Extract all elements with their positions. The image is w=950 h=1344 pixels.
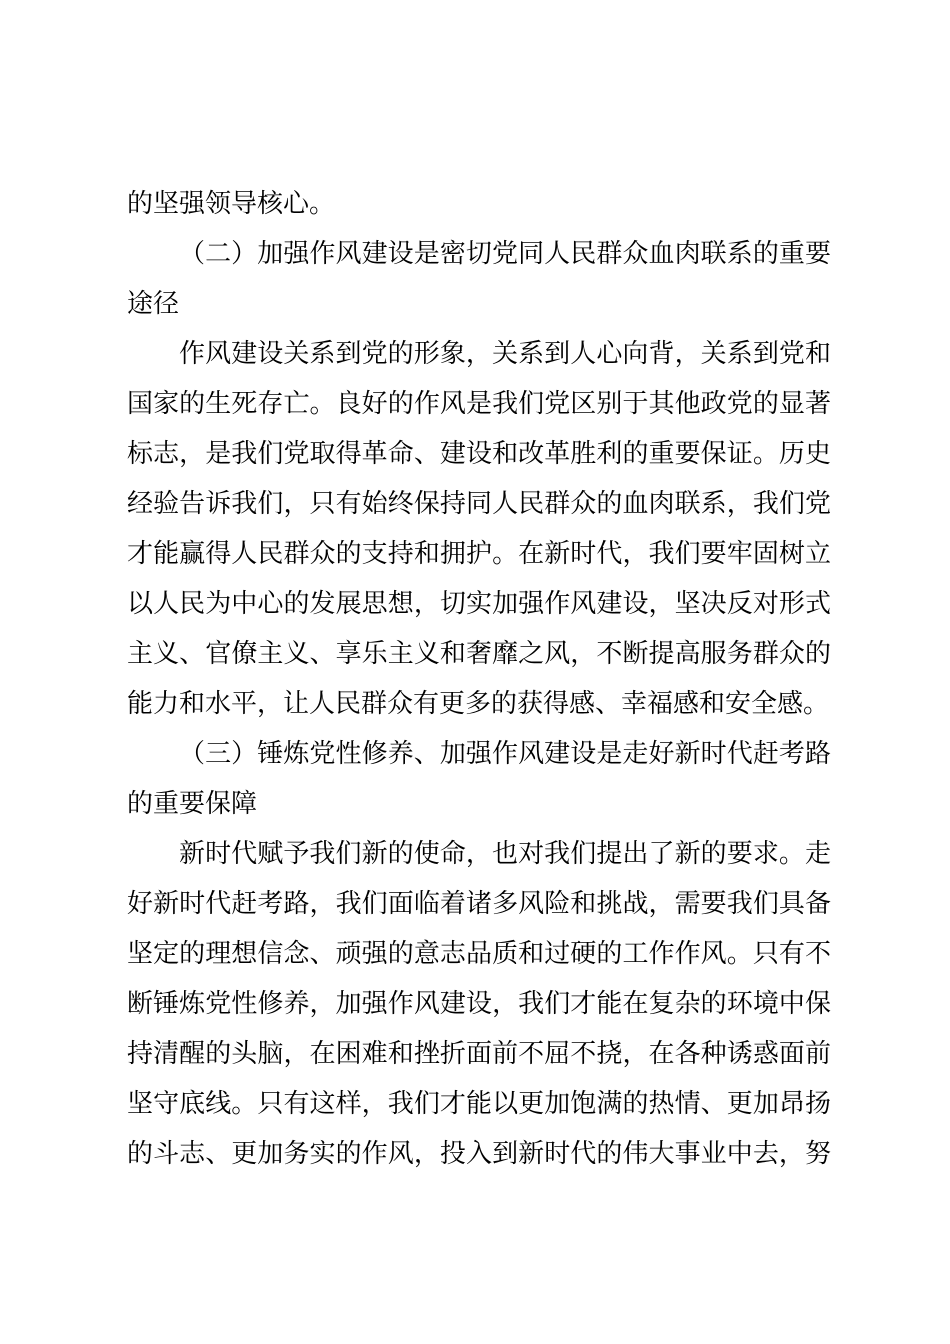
paragraph-line: 断锤炼党性修养，加强作风建设，我们才能在复杂的环境中保 xyxy=(127,989,831,1019)
paragraph-line: 经验告诉我们，只有始终保持同人民群众的血肉联系，我们党 xyxy=(127,489,831,519)
paragraph-line: 坚定的理想信念、顽强的意志品质和过硬的工作作风。只有不 xyxy=(127,939,831,969)
paragraph-line: 新时代赋予我们新的使命，也对我们提出了新的要求。走 xyxy=(179,839,831,869)
paragraph-line: 好新时代赶考路，我们面临着诸多风险和挑战，需要我们具备 xyxy=(127,889,831,919)
section-heading-2-cont: 途径 xyxy=(127,289,180,319)
paragraph-line: 主义、官僚主义、享乐主义和奢靡之风，不断提高服务群众的 xyxy=(127,639,831,669)
paragraph-line: 持清醒的头脑，在困难和挫折面前不屈不挠，在各种诱惑面前 xyxy=(127,1039,831,1069)
section-heading-2: （二）加强作风建设是密切党同人民群众血肉联系的重要 xyxy=(179,239,831,269)
paragraph-line: 以人民为中心的发展思想，切实加强作风建设，坚决反对形式 xyxy=(127,589,831,619)
section-heading-3: （三）锤炼党性修养、加强作风建设是走好新时代赶考路 xyxy=(179,739,831,769)
paragraph-line: 才能赢得人民群众的支持和拥护。在新时代，我们要牢固树立 xyxy=(127,539,831,569)
text-line-1: 的坚强领导核心。 xyxy=(127,189,336,219)
paragraph-line: 标志，是我们党取得革命、建设和改革胜利的重要保证。历史 xyxy=(127,439,831,469)
section-heading-3-cont: 的重要保障 xyxy=(127,789,258,819)
paragraph-line: 的斗志、更加务实的作风，投入到新时代的伟大事业中去，努 xyxy=(127,1139,831,1169)
paragraph-line: 坚守底线。只有这样，我们才能以更加饱满的热情、更加昂扬 xyxy=(127,1089,831,1119)
paragraph-line: 国家的生死存亡。良好的作风是我们党区别于其他政党的显著 xyxy=(127,389,831,419)
paragraph-line: 作风建设关系到党的形象，关系到人心向背，关系到党和 xyxy=(179,339,831,369)
paragraph-line: 能力和水平，让人民群众有更多的获得感、幸福感和安全感。 xyxy=(127,689,830,719)
